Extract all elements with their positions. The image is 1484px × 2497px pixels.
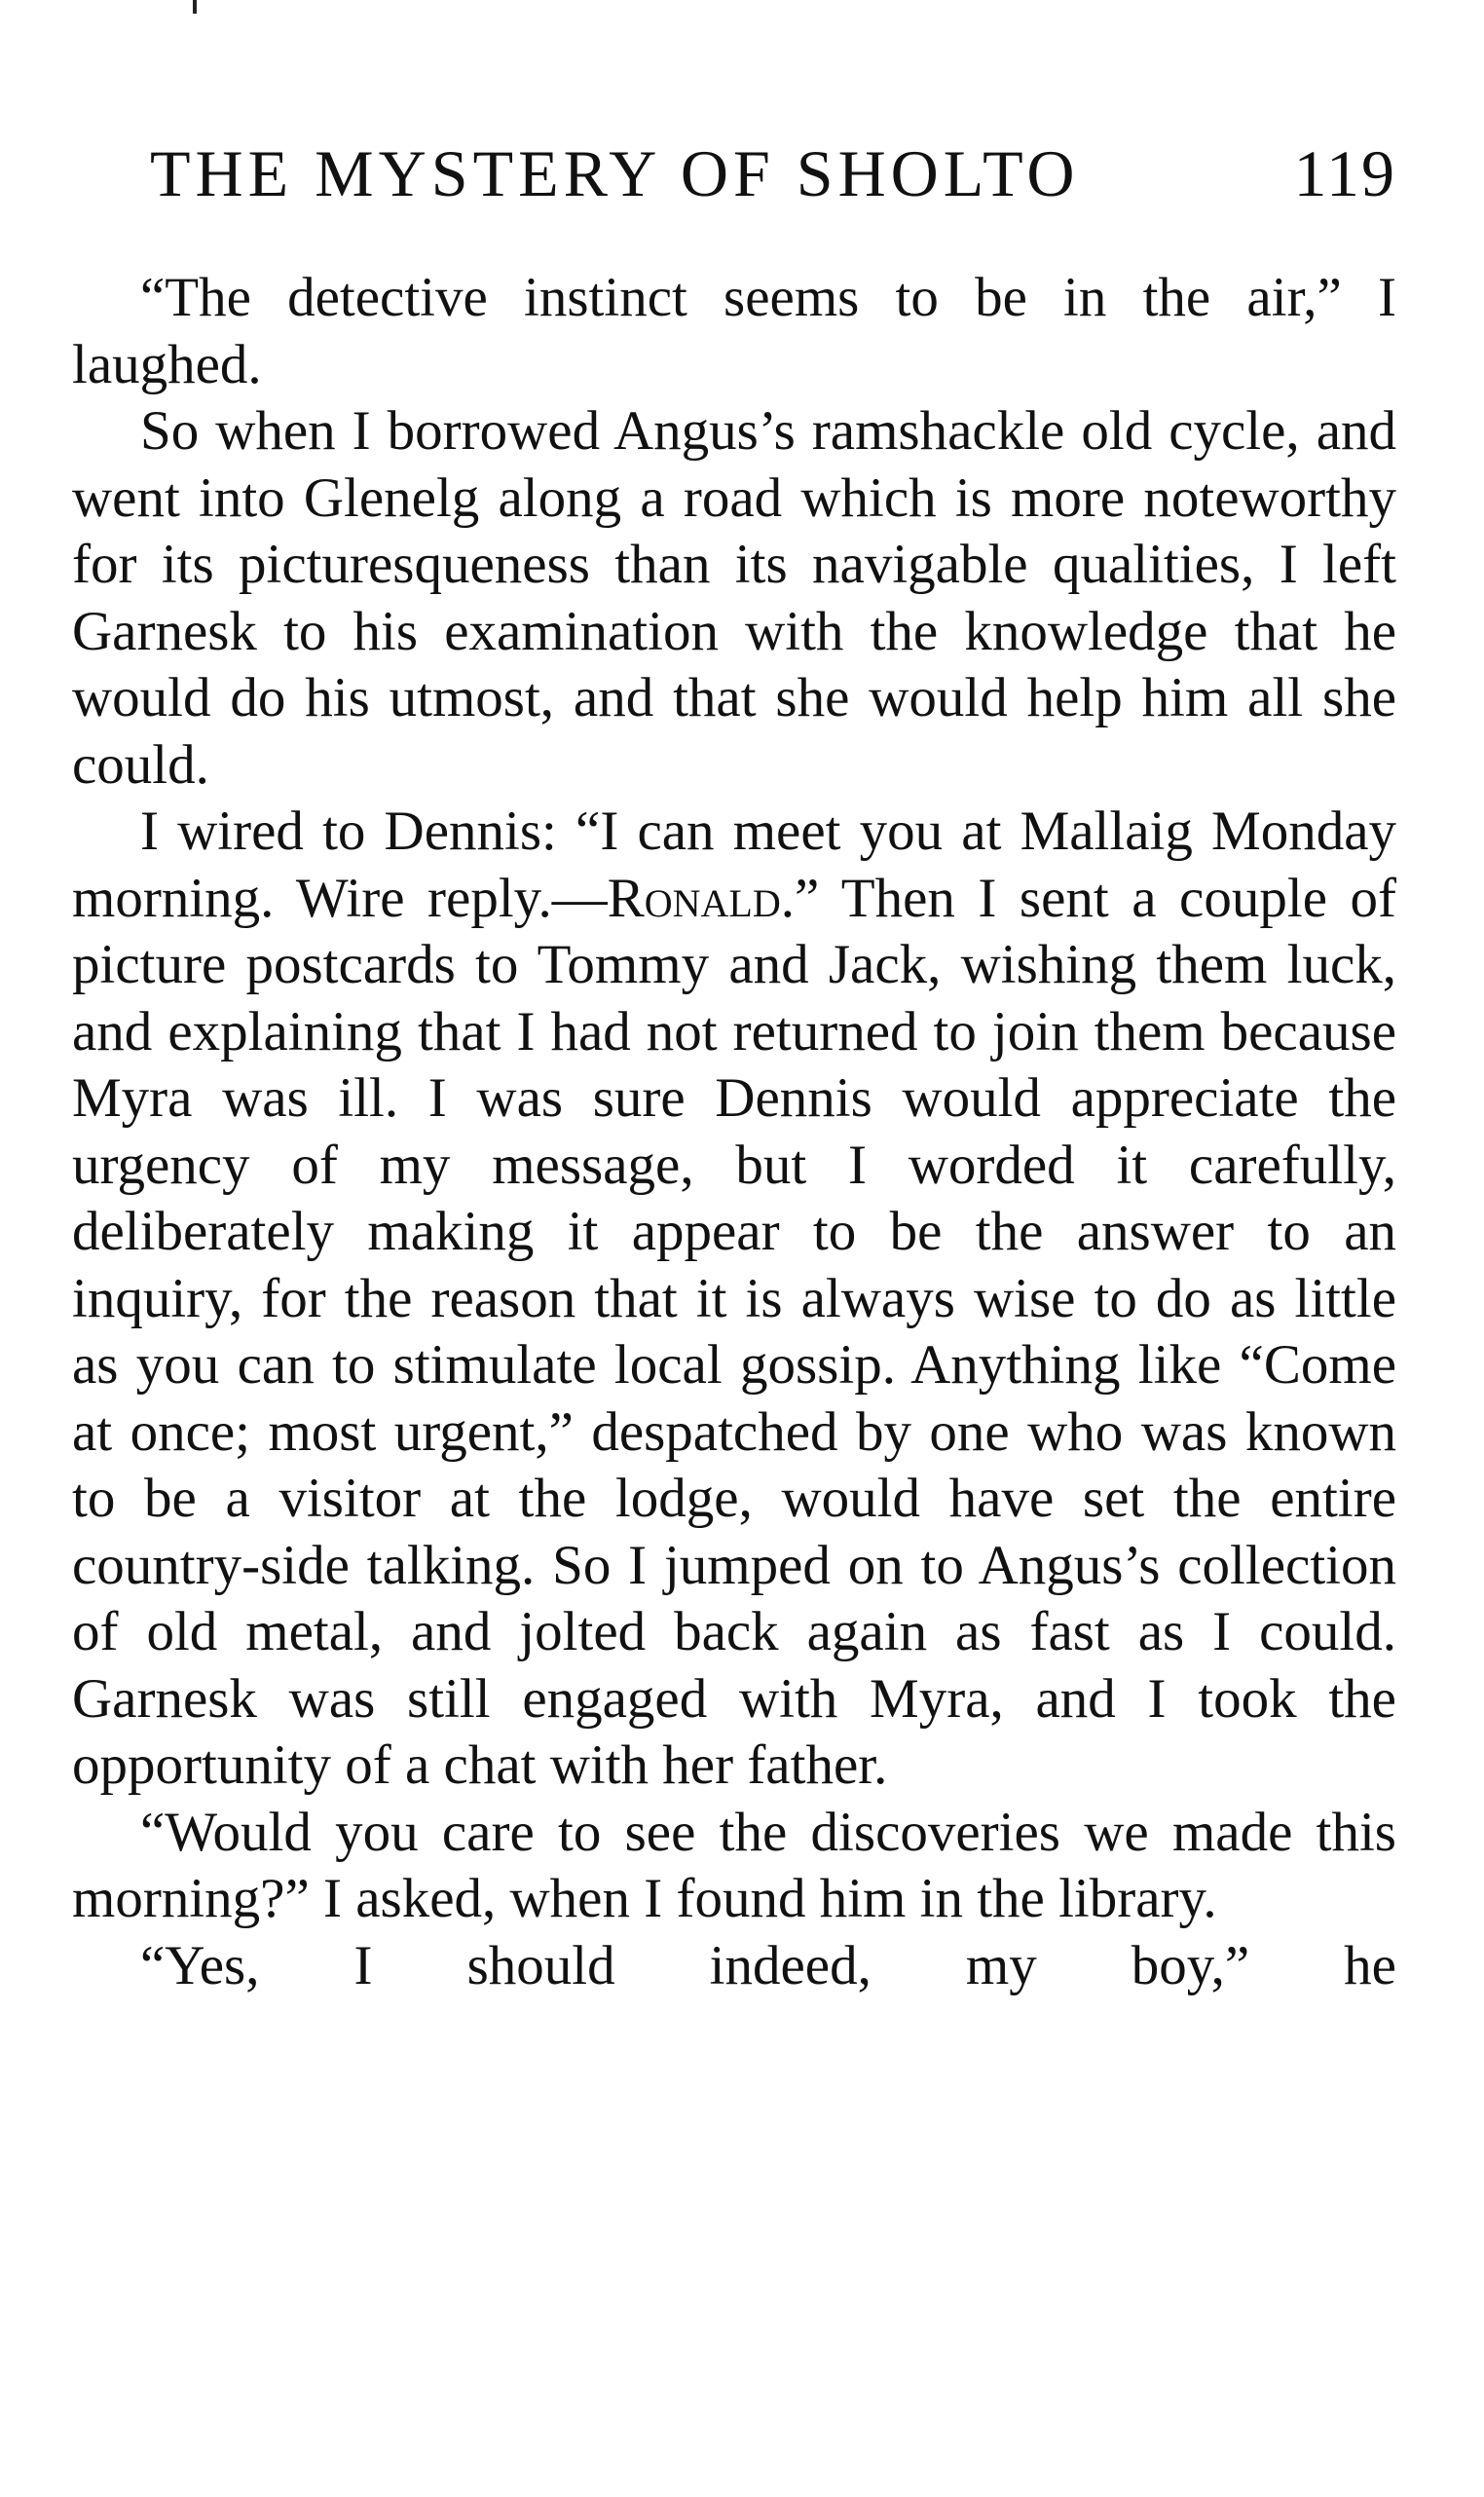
paragraph-wired-continuation: .” Then I sent a couple of picture postcards to Tommy and Jack, wishing them luck, and explaining that I had not returned to join them because Myra was ill. I was sure Dennis would appreciate the urgency of my message, but I worded it carefully, deliberately making it appear to be the answer to an inquiry, for the reason that it is always wise to do as little as you can to stimulate local gossip. Anything like “Come at once; most urgent,” despatched by one who was known to be a visitor at the lodge, would have set the entire country-side talking. So I jumped on to Angus’s collection of old metal, and jolted back again as fast as I could. Garnesk was still engaged with Myra, and I took the opportunity of a chat with her father. <box>72 867 1396 1796</box>
body-text <box>72 265 1396 1999</box>
page-number: 119 <box>1293 136 1396 210</box>
paragraph-discoveries: “Would you care to see the discoveries we made this morning?” I asked, when I found him in the library. <box>72 1801 1396 1929</box>
paragraph-laughed: “The detective instinct seems to be in the air,” I laughed. <box>72 267 1396 395</box>
ink-speck <box>193 0 197 14</box>
running-head <box>72 134 1396 212</box>
paragraph-borrowed-cycle: So when I borrowed Angus’s ramshackle old cycle, and went into Glenelg along a road which is more noteworthy for its picturesqueness than its navigable qualities, I left Garnesk to his examination with the knowledge that he would do his utmost, and that she would help him all she could. <box>72 400 1396 796</box>
book-page <box>72 0 1396 2497</box>
paragraph-final-line: “Yes, I should indeed, my boy,” he <box>140 1934 1396 1996</box>
paragraph-wired-dennis <box>72 799 1396 1800</box>
telegram-text: I wired to Dennis: “I can meet you at Mallaig Monday morning. Wire reply.— <box>72 801 1396 929</box>
running-head-title: THE MYSTERY OF SHOLTO <box>150 136 1080 210</box>
telegram-signature: Ronald <box>607 867 781 929</box>
